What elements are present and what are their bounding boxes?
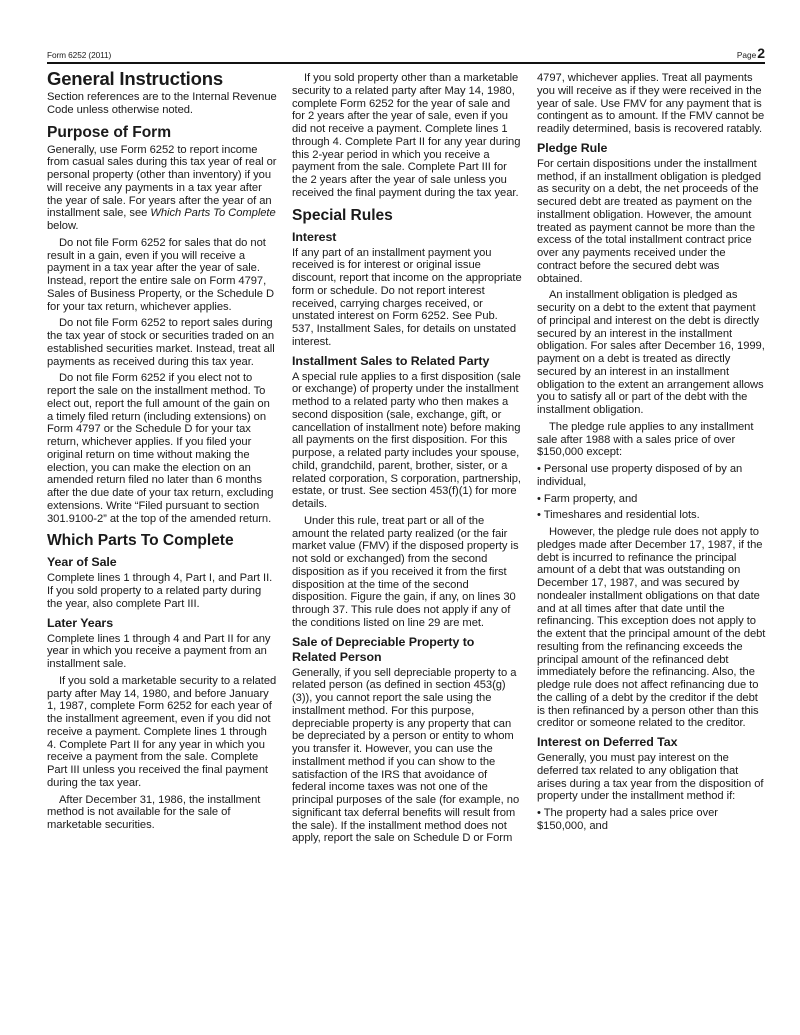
heading-pledge-rule: Pledge Rule	[537, 140, 608, 155]
paragraph-purpose	[47, 144, 277, 233]
page-label: Page	[736, 50, 757, 60]
heading-related-party: Installment Sales to Related Party	[292, 353, 490, 368]
heading-purpose-of-form: Purpose of Form	[47, 123, 172, 141]
paragraph-section-references: Section references are to the Internal Revenue Code unless otherwise noted.	[47, 91, 277, 116]
text-run: below.	[47, 220, 79, 232]
paragraph-pledge-applies: The pledge rule applies to any installment sale after 1988 with a sales price of over $150,000 except:	[537, 420, 754, 459]
heading-interest: Interest	[292, 229, 337, 244]
bullet-personal-use: • Personal use property disposed of by an individual,	[537, 463, 743, 488]
paragraph-other-property: If you sold property other than a marketable security to a related party after May 14, 1980, complete Form 6252 for the year of sale and for 2 years after the year of sale, even if you did not receive a payment. Complete lines 1 through 4. Complete Part II for any year during this 2-year period in which you receive a payment from the sale. Complete Part III for the 2 years after the year of sale unless you received the final payment during the tax year.	[292, 72, 521, 199]
page-number-label	[737, 45, 765, 61]
paragraph-elect-out: Do not file Form 6252 if you elect not to report the sale on the installment method. To elect out, report the full amount of the gain on a timely filed return (including extensions) on Form 4797 or the Schedule D for your tax return, whichever applies. If you filed your original return on time without making the election, you can make the election on an amended return filed no later than 6 months after the due date of your tax return, excluding extensions. Write “Filed pursuant to section 301.9100-2” at the top of the amended return.	[47, 372, 274, 525]
heading-which-parts: Which Parts To Complete	[47, 532, 234, 550]
bullet-timeshares: • Timeshares and residential lots.	[537, 509, 700, 522]
paragraph-later-years: Complete lines 1 through 4 and Part II for any year in which you receive a payment from an installment sale.	[47, 632, 271, 670]
bullet-sales-price: • The property had a sales price over $150,000, and	[537, 807, 718, 832]
paragraph-pledged-as-security: An installment obligation is pledged as security on a debt to the extent that payment of principal and interest on the debt is directly secured by an interest in the installment obligation. For sales after December 16, 1999, payment on a debt is treated as directly secured by an interest in an installment obligation to the extent an arrangement allows you to satisfy all or part of the debt with the installment obligation.	[537, 289, 765, 416]
heading-general-instructions: General Instructions	[47, 68, 223, 89]
paragraph-depreciable-property: Generally, if you sell depreciable property to a related person (as defined in section 453(g)(3)), you cannot report the sale using the installment method. For this purpose, depreciable property is any property that can be depreciated by a person or entity to whom you transfer it. However, you can use the installment method if you can show to the satisfaction of the IRS that avoidance of federal income taxes was not one of the principal purposes of the sale (for example, no significant tax deferral benefits will result from the sale). If the installment method does not apply, report the sale on Schedule D or Form	[292, 666, 520, 845]
paragraph-under-this-rule: Under this rule, treat part or all of the amount the related party realized (or the fair market value (FMV) if the disposed property is not sold or exchanged) from the second disposition as if you received it from the first disposition at the time of the second disposition. Figure the gain, if any, on lines 30 through 37. This rule does not apply if any of the conditions listed on line 29 are met.	[292, 514, 519, 629]
page-number: 2	[757, 45, 765, 61]
paragraph-interest-deferred-tax: Generally, you must pay interest on the deferred tax related to any obligation that arises during a tax year from the disposition of property under the installment method if:	[537, 752, 764, 803]
text-run: Generally, use Form 6252 to report income from casual sales during this tax year of real or personal property (other than inventory) if you will receive any payments in a tax year after the year of sale. For years after the year of an installment sale, see	[47, 143, 277, 220]
paragraph-continued-4797: 4797, whichever applies. Treat all payments you will receive as if they were received in the year of sale. Use FMV for any payment that is contingent as to amount. If the FMV cannot be readily determined, basis is recovered ratably.	[537, 72, 765, 135]
column-left	[47, 66, 277, 836]
page-header	[47, 44, 765, 62]
paragraph-year-of-sale: Complete lines 1 through 4, Part I, and Part II. If you sold property to a related party during the year, also complete Part III.	[47, 572, 273, 610]
heading-later-years: Later Years	[47, 615, 114, 630]
form-identifier: Form 6252 (2011)	[47, 50, 112, 60]
cross-reference: Which Parts To Complete	[150, 207, 276, 220]
column-right	[537, 66, 767, 837]
heading-year-of-sale: Year of Sale	[47, 555, 117, 570]
paragraph-marketable-security: If you sold a marketable security to a related party after May 14, 1980, and before January 1, 1987, complete Form 6252 for each year of the installment agreement, even if you did not receive a payment. Complete lines 1 through 4. Complete Part II for any year in which you receive a payment from the sale. Complete Part III unless you received the final payment during the tax year.	[47, 674, 277, 789]
paragraph-securities: Do not file Form 6252 to report sales during the tax year of stock or securities traded on an established securities market. Instead, treat all payments as received during this tax year.	[47, 317, 275, 368]
paragraph-no-gain: Do not file Form 6252 for sales that do not result in a gain, even if you will receive a payment in a tax year after the year of sale. Instead, report the entire sale on Form 4797, Sales of Business Property, or the Schedule D for your tax return, whichever applies.	[47, 236, 275, 313]
header-rule	[47, 62, 765, 64]
column-middle	[292, 66, 522, 849]
heading-interest-deferred-tax: Interest on Deferred Tax	[537, 735, 678, 749]
paragraph-pledge-exception: However, the pledge rule does not apply to pledges made after December 17, 1987, if the debt is incurred to refinance the principal amount of a debt that was outstanding on December 17, 1987, and was secured by nondealer installment obligations on that date and at all times after that date until the refinancing. This exception does not apply to the extent that the principal amount of the debt resulting from the refinancing exceeds the principal amount of the refinanced debt immediately before the refinancing. Also, the pledge rule does not affect refinancing due to the calling of a debt by the creditor if the debt is then refinanced by a person other than this creditor or someone related to the creditor.	[537, 526, 766, 730]
heading-depreciable-property: Sale of Depreciable Property to Related Person	[292, 634, 475, 664]
heading-special-rules: Special Rules	[292, 206, 393, 224]
paragraph-after-1986: After December 31, 1986, the installment method is not available for the sale of marketable securities.	[47, 793, 261, 831]
bullet-farm-property: • Farm property, and	[537, 492, 638, 505]
paragraph-pledge-rule: For certain dispositions under the installment method, if an installment obligation is pledged as security on a debt, the net proceeds of the secured debt are treated as payment on the installment obligation. However, the amount treated as payment cannot be more than the excess of the total installment contract price over any payments received under the contract before the secured debt was obtained.	[537, 157, 762, 285]
paragraph-interest: If any part of an installment payment you received is for interest or original issue discount, report that income on the appropriate form or schedule. Do not report interest received, carrying charges received, or unstated interest on Form 6252. See Pub. 537, Installment Sales, for details on unstated interest.	[292, 246, 522, 348]
paragraph-related-party: A special rule applies to a first disposition (sale or exchange) of property under the installment method to a related party who then makes a second disposition (sale, exchange, gift, or cancellation of installment note) before making all payments on the first disposition. For this purpose, a related party includes your spouse, child, grandchild, parent, brother, sister, or a related corporation, S corporation, partnership, estate, or trust. See section 453(f)(1) for more details.	[292, 370, 521, 510]
